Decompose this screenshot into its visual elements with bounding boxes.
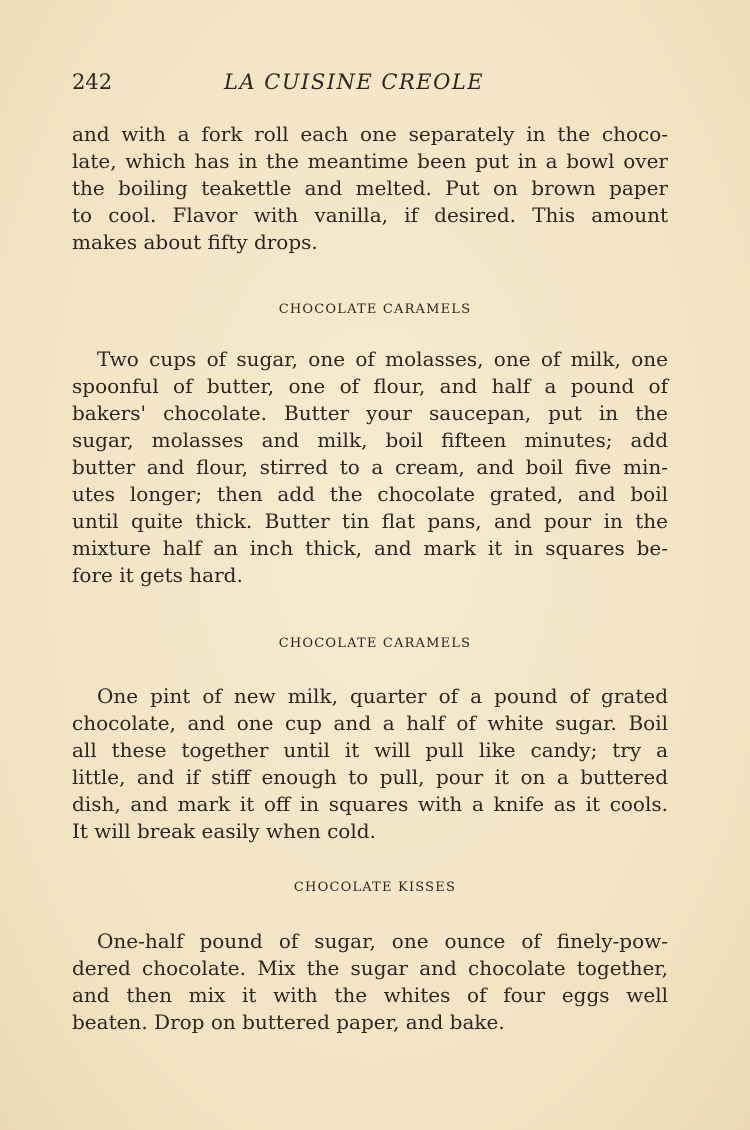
text-line: the boiling teakettle and melted. Put on brown paper bbox=[72, 176, 668, 200]
page-number: 242 bbox=[72, 70, 113, 94]
text-line: spoonful of butter, one of flour, and half a pound of bbox=[72, 374, 668, 398]
paragraph-continued bbox=[72, 121, 668, 256]
text-line: and with a fork roll each one separately in the choco- bbox=[72, 122, 668, 146]
text-line: One pint of new milk, quarter of a pound of grated bbox=[97, 684, 668, 708]
text-line: little, and if stiff enough to pull, pour it on a buttered bbox=[72, 765, 668, 789]
paragraph-recipe bbox=[72, 683, 668, 845]
text-line: butter and flour, stirred to a cream, and boil five min- bbox=[72, 455, 668, 479]
text-line: until quite thick. Butter tin flat pans, and pour in the bbox=[72, 509, 668, 533]
section-heading: CHOCOLATE CARAMELS bbox=[278, 636, 472, 651]
text-line: bakers' chocolate. Butter your saucepan, put in the bbox=[72, 401, 668, 425]
text-line: utes longer; then add the chocolate grated, and boil bbox=[72, 482, 668, 506]
text-line: chocolate, and one cup and a half of white sugar. Boil bbox=[72, 711, 668, 735]
text-line: fore it gets hard. bbox=[72, 563, 243, 587]
section-heading: CHOCOLATE CARAMELS bbox=[278, 302, 472, 317]
paragraph-recipe bbox=[72, 346, 668, 589]
text-line: mixture half an inch thick, and mark it in squares be- bbox=[72, 536, 668, 560]
text-line: It will break easily when cold. bbox=[72, 819, 376, 843]
section-heading: CHOCOLATE KISSES bbox=[293, 880, 457, 895]
text-line: One-half pound of sugar, one ounce of finely-pow- bbox=[97, 929, 668, 953]
text-line: sugar, molasses and milk, boil fifteen minutes; add bbox=[72, 428, 668, 452]
text-line: dish, and mark it off in squares with a knife as it cools. bbox=[72, 792, 668, 816]
paragraph-recipe bbox=[72, 928, 668, 1036]
text-line: to cool. Flavor with vanilla, if desired. This amount bbox=[72, 203, 668, 227]
text-line: Two cups of sugar, one of molasses, one of milk, one bbox=[97, 347, 668, 371]
text-line: late, which has in the meantime been put in a bowl over bbox=[72, 149, 668, 173]
text-line: dered chocolate. Mix the sugar and chocolate together, bbox=[72, 956, 668, 980]
text-line: and then mix it with the whites of four eggs well bbox=[72, 983, 668, 1007]
text-line: all these together until it will pull like candy; try a bbox=[72, 738, 668, 762]
text-line: makes about fifty drops. bbox=[72, 230, 318, 254]
text-line: beaten. Drop on buttered paper, and bake. bbox=[72, 1010, 505, 1034]
running-title: LA CUISINE CREOLE bbox=[224, 70, 485, 94]
